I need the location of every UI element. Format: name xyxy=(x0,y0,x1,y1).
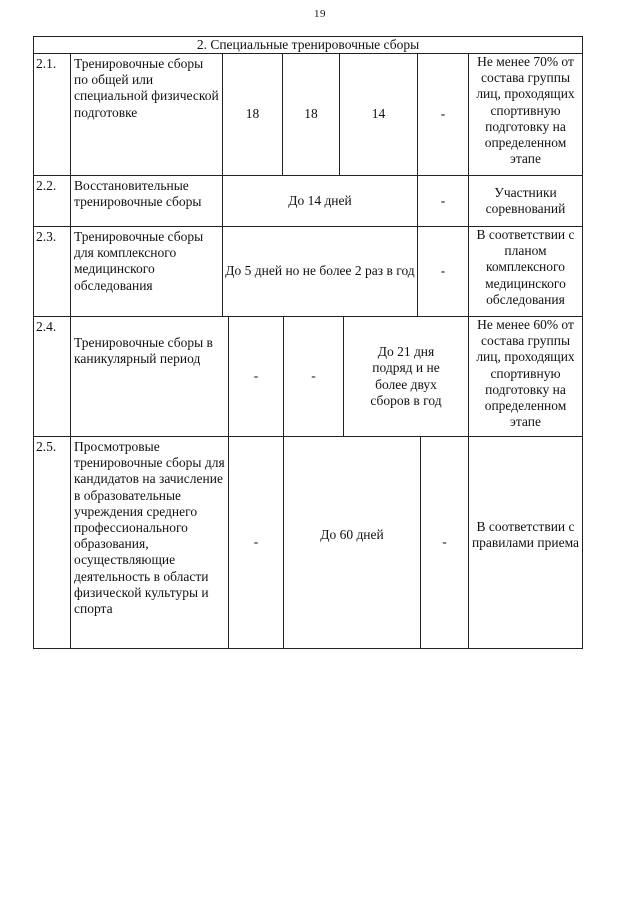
merged-value-cell: До 14 дней xyxy=(222,175,418,227)
note-cell: Не менее 70% от состава группы лиц, проходящих спортивную подготовку на определенном этапе xyxy=(468,53,583,176)
value-cell: - xyxy=(420,436,469,649)
row-number: 2.5. xyxy=(33,436,71,649)
row-number: 2.4. xyxy=(33,316,71,437)
row-label: Просмотровые тренировочные сборы для кандидатов на зачисление в образовательные учреждения среднего профессионального образования, осуществляющие деятельность в области физической культуры и спорта xyxy=(70,436,229,649)
value-cell: - xyxy=(417,175,469,227)
row-label: Тренировочные сборы по общей или специальной физической подготовке xyxy=(70,53,223,176)
merged-value-cell: До 5 дней но не более 2 раз в год xyxy=(222,226,418,317)
note-cell: Участники соревнований xyxy=(468,175,583,227)
note-cell: В соответствии с планом комплексного медицинского обследования xyxy=(468,226,583,317)
value-cell: - xyxy=(417,226,469,317)
value-cell: 18 xyxy=(222,53,283,176)
section-title: 2. Специальные тренировочные сборы xyxy=(33,36,583,54)
note-cell: В соответствии с правилами приема xyxy=(468,436,583,649)
merged-value-cell: До 60 дней xyxy=(283,436,421,649)
value-cell: - xyxy=(417,53,469,176)
row-label: Тренировочные сборы в каникулярный период xyxy=(70,316,229,437)
value-cell: 14 xyxy=(339,53,418,176)
value-cell: - xyxy=(283,316,344,437)
page-number: 19 xyxy=(314,8,326,20)
note-cell: Не менее 60% от состава группы лиц, проходящих спортивную подготовку на определенном этапе xyxy=(468,316,583,437)
row-number: 2.2. xyxy=(33,175,71,227)
merged-value-cell: До 21 дня подряд и не более двух сборов в год xyxy=(343,316,469,437)
value-cell: - xyxy=(228,436,284,649)
row-number: 2.1. xyxy=(33,53,71,176)
row-number: 2.3. xyxy=(33,226,71,317)
row-label: Тренировочные сборы для комплексного медицинского обследования xyxy=(70,226,223,317)
value-cell: 18 xyxy=(282,53,340,176)
value-cell: - xyxy=(228,316,284,437)
row-label: Восстановительные тренировочные сборы xyxy=(70,175,223,227)
